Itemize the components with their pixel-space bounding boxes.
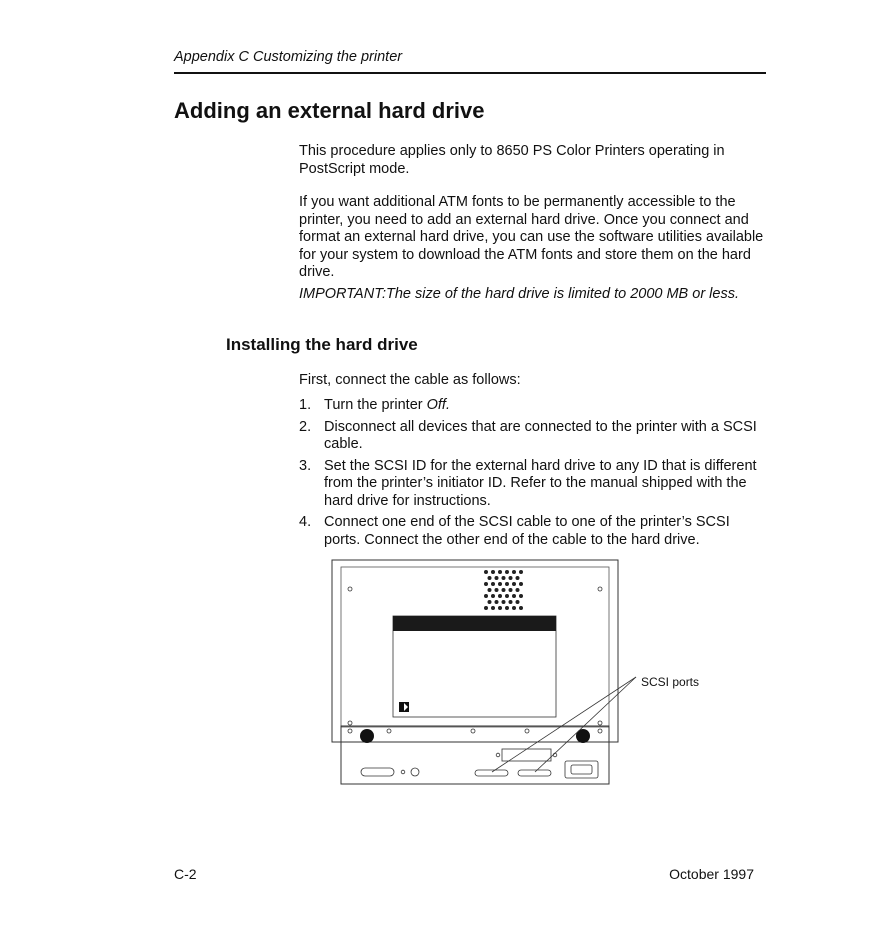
step-text: Turn the printer	[324, 397, 427, 413]
page-title: Adding an external hard drive	[174, 98, 485, 123]
step-number: 2.	[299, 418, 312, 435]
step-item	[299, 397, 764, 415]
printer-rear-panel-diagram	[326, 556, 726, 792]
step-number: 3.	[299, 457, 312, 474]
running-header: Appendix C Customizing the printer	[174, 49, 403, 65]
step-text: Disconnect all devices that are connected to the printer with a SCSI cable.	[324, 418, 757, 452]
step-text: Connect one end of the SCSI cable to one of the printer’s SCSI ports. Connect the other end of the cable to the hard drive.	[324, 514, 730, 548]
kodak-logo-icon	[399, 702, 409, 712]
important-note: IMPORTANT:The size of the hard drive is limited to 2000 MB or less.	[299, 286, 739, 302]
section-title: Installing the hard drive	[226, 335, 418, 354]
step-item	[299, 514, 764, 549]
steps-lead-in: First, connect the cable as follows:	[299, 372, 521, 388]
power-socket	[565, 761, 598, 778]
step-emphasis: Off.	[426, 397, 450, 413]
step-number: 4.	[299, 514, 312, 530]
scsi-port-1	[475, 770, 508, 776]
step-item	[299, 458, 764, 511]
step-number: 1.	[299, 397, 312, 413]
header-rule	[174, 72, 766, 74]
fan-vent	[484, 570, 523, 610]
step-text: Set the SCSI ID for the external hard drive to any ID that is different from the printer’s initiator ID. Refer to the manual shipped with the hard drive for instructions.	[324, 457, 757, 509]
intro-paragraph-2: If you want additional ATM fonts to be permanently accessible to the printer, you need to add an external hard drive. Once you connect and format an external hard drive, you can use the software utilities available for your system to download the ATM fonts and store them on the hard drive.	[299, 194, 764, 280]
step-list	[299, 397, 764, 553]
page-date: October 1997	[669, 866, 754, 882]
scsi-ports-callout: SCSI ports	[641, 675, 700, 689]
intro-paragraph-1: This procedure applies only to 8650 PS Color Printers operating in PostScript mode.	[299, 143, 725, 177]
step-item	[299, 419, 764, 454]
scsi-port-2	[518, 770, 551, 776]
page-number: C-2	[174, 866, 197, 882]
